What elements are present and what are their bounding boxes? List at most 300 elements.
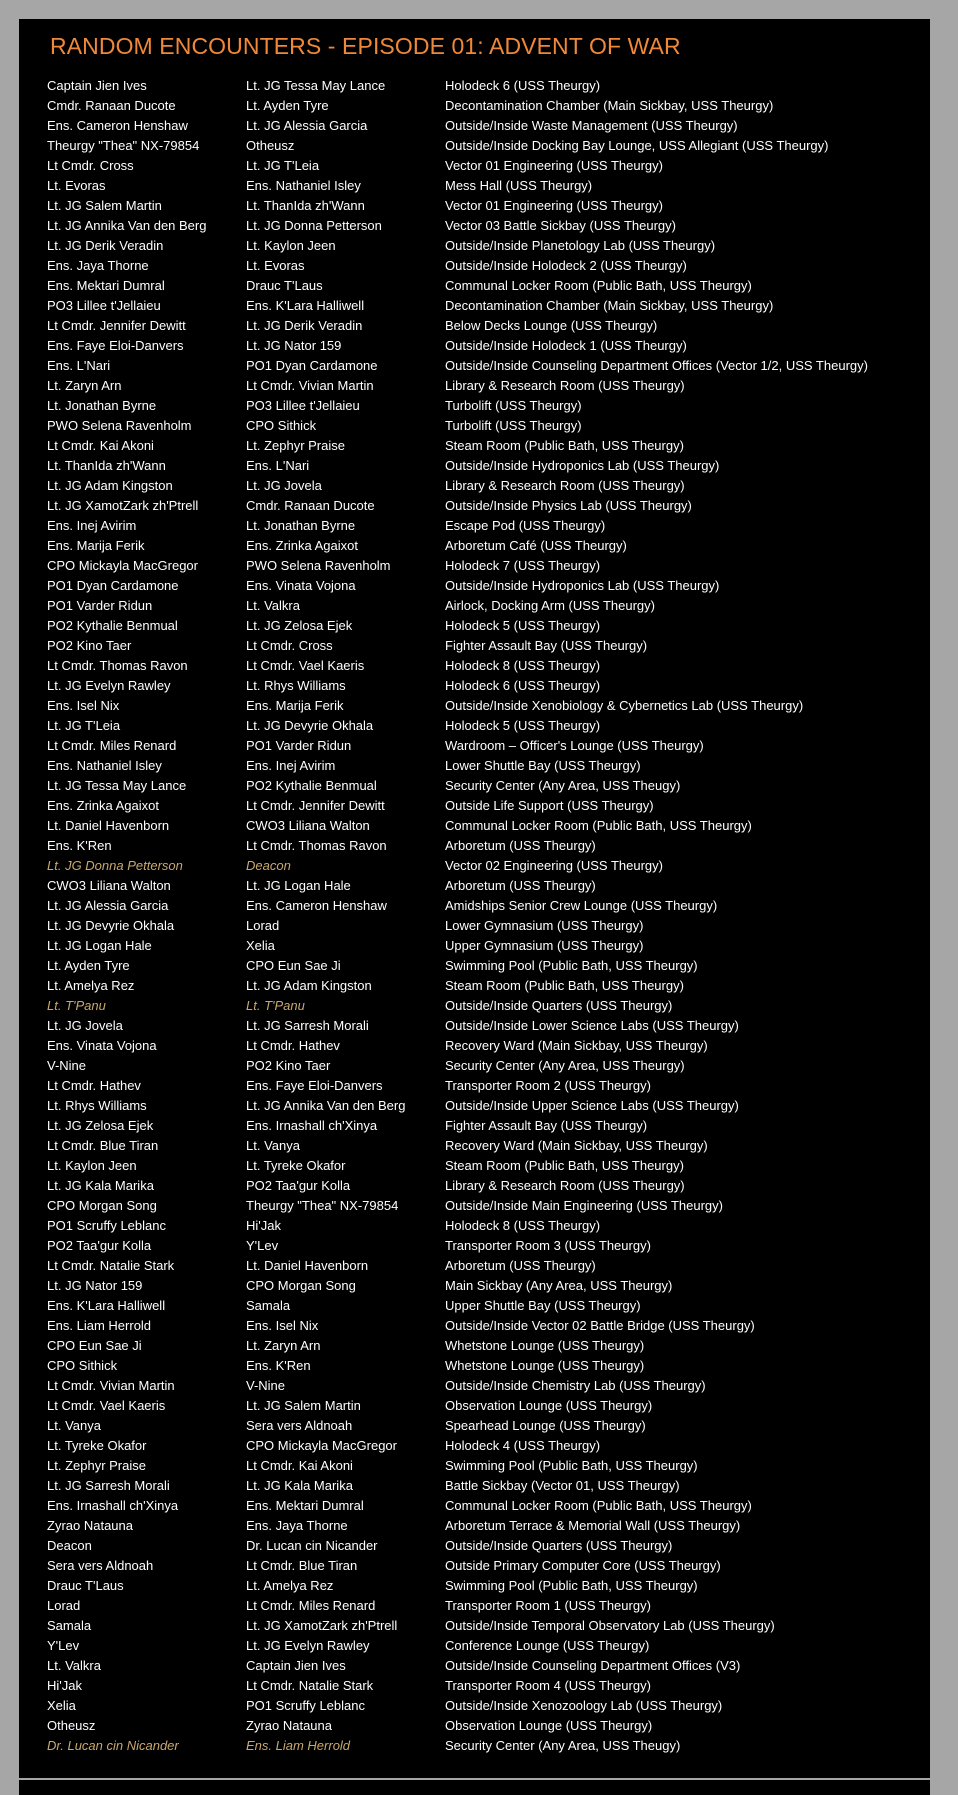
character-one-cell: Ens. L'Nari (47, 358, 111, 373)
character-two-cell: CPO Eun Sae Ji (246, 958, 341, 973)
character-one-cell: Ens. Jaya Thorne (47, 258, 149, 273)
character-one-cell: Otheusz (47, 1718, 96, 1733)
character-two-cell: Ens. Nathaniel Isley (246, 178, 361, 193)
character-one-cell: Lt. T'Panu (47, 998, 106, 1013)
location-cell: Fighter Assault Bay (USS Theurgy) (445, 1118, 648, 1133)
location-cell: Observation Lounge (USS Theurgy) (445, 1718, 653, 1733)
character-one-cell: Drauc T'Laus (47, 1578, 124, 1593)
character-one-cell: Ens. Marija Ferik (47, 538, 145, 553)
character-one-cell: Deacon (47, 1538, 92, 1553)
table-row (47, 856, 927, 876)
character-two-cell: CWO3 Liliana Walton (246, 818, 370, 833)
location-cell: Arboretum Terrace & Memorial Wall (USS Theurgy) (445, 1518, 741, 1533)
character-one-cell: Cmdr. Ranaan Ducote (47, 98, 176, 113)
character-one-cell: Captain Jien Ives (47, 78, 147, 93)
table-row (47, 1236, 927, 1256)
table-row (47, 796, 927, 816)
table-row (47, 1376, 927, 1396)
location-cell: Swimming Pool (Public Bath, USS Theurgy) (445, 1458, 698, 1473)
table-row (47, 896, 927, 916)
character-one-cell: Ens. Irnashall ch'Xinya (47, 1498, 179, 1513)
character-two-cell: PO1 Dyan Cardamone (246, 358, 378, 373)
location-cell: Outside/Inside Physics Lab (USS Theurgy) (445, 498, 692, 513)
table-row (47, 1196, 927, 1216)
location-cell: Lower Shuttle Bay (USS Theurgy) (445, 758, 641, 773)
table-row (47, 376, 927, 396)
character-two-cell: Lt. Kaylon Jeen (246, 238, 336, 253)
table-row (47, 1136, 927, 1156)
location-cell: Communal Locker Room (Public Bath, USS Theurgy) (445, 278, 752, 293)
character-one-cell: Lt. JG Devyrie Okhala (47, 918, 175, 933)
character-one-cell: Ens. Zrinka Agaixot (47, 798, 159, 813)
document-title: RANDOM ENCOUNTERS - EPISODE 01: ADVENT OF WAR (50, 33, 681, 59)
character-two-cell: PO1 Varder Ridun (246, 738, 352, 753)
character-two-cell: Lt Cmdr. Kai Akoni (246, 1458, 353, 1473)
table-row (47, 1556, 927, 1576)
character-two-cell: PO1 Scruffy Leblanc (246, 1698, 365, 1713)
table-row (47, 1576, 927, 1596)
character-two-cell: Lt. JG Evelyn Rawley (246, 1638, 370, 1653)
table-row (47, 216, 927, 236)
table-row (47, 1696, 927, 1716)
table-row (47, 1216, 927, 1236)
character-one-cell: Lt. Daniel Havenborn (47, 818, 170, 833)
character-two-cell: CPO Morgan Song (246, 1278, 356, 1293)
character-one-cell: Lt. JG Alessia Garcia (47, 898, 169, 913)
table-row (47, 676, 927, 696)
character-two-cell: Lt. JG T'Leia (246, 158, 320, 173)
table-row (47, 956, 927, 976)
table-row (47, 716, 927, 736)
location-cell: Transporter Room 3 (USS Theurgy) (445, 1238, 651, 1253)
location-cell: Decontamination Chamber (Main Sickbay, USS Theurgy) (445, 298, 774, 313)
character-two-cell: Lt. JG Sarresh Morali (246, 1018, 369, 1033)
character-two-cell: Lt Cmdr. Jennifer Dewitt (246, 798, 385, 813)
character-two-cell: Y'Lev (246, 1238, 279, 1253)
character-one-cell: Xelia (47, 1698, 76, 1713)
location-cell: Arboretum (USS Theurgy) (445, 878, 596, 893)
character-one-cell: Lt. JG Annika Van den Berg (47, 218, 207, 233)
character-one-cell: Lt Cmdr. Cross (47, 158, 134, 173)
location-cell: Recovery Ward (Main Sickbay, USS Theurgy) (445, 1038, 708, 1053)
character-one-cell: Lt. Vanya (47, 1418, 101, 1433)
location-cell: Outside/Inside Temporal Observatory Lab (USS Theurgy) (445, 1618, 775, 1633)
character-one-cell: Lt Cmdr. Natalie Stark (47, 1258, 175, 1273)
table-row (47, 576, 927, 596)
location-cell: Conference Lounge (USS Theurgy) (445, 1638, 650, 1653)
character-two-cell: PO2 Taa'gur Kolla (246, 1178, 351, 1193)
location-cell: Security Center (Any Area, USS Theugy) (445, 1738, 681, 1753)
character-two-cell: Lt. Amelya Rez (246, 1578, 334, 1593)
character-two-cell: Lorad (246, 918, 280, 933)
table-row (47, 1416, 927, 1436)
location-cell: Spearhead Lounge (USS Theurgy) (445, 1418, 646, 1433)
character-two-cell: Lt. JG Nator 159 (246, 338, 342, 353)
character-one-cell: Lt. JG Sarresh Morali (47, 1478, 170, 1493)
location-cell: Holodeck 5 (USS Theurgy) (445, 718, 601, 733)
table-row (47, 1316, 927, 1336)
character-one-cell: Dr. Lucan cin Nicander (47, 1738, 179, 1753)
location-cell: Library & Research Room (USS Theurgy) (445, 1178, 685, 1193)
character-two-cell: Lt. T'Panu (246, 998, 305, 1013)
character-two-cell: PO3 Lillee t'Jellaieu (246, 398, 360, 413)
table-row (47, 556, 927, 576)
location-cell: Holodeck 6 (USS Theurgy) (445, 678, 601, 693)
character-two-cell: Lt. JG Zelosa Ejek (246, 618, 353, 633)
location-cell: Escape Pod (USS Theurgy) (445, 518, 606, 533)
table-row (47, 1096, 927, 1116)
table-row (47, 476, 927, 496)
character-one-cell: Ens. Faye Eloi-Danvers (47, 338, 184, 353)
character-one-cell: CPO Eun Sae Ji (47, 1338, 142, 1353)
character-one-cell: Lt Cmdr. Kai Akoni (47, 438, 154, 453)
character-two-cell: PWO Selena Ravenholm (246, 558, 391, 573)
character-two-cell: Lt. JG XamotZark zh'Ptrell (246, 1618, 398, 1633)
location-cell: Outside/Inside Quarters (USS Theurgy) (445, 1538, 673, 1553)
location-cell: Outside/Inside Counseling Department Offices (V3) (445, 1658, 741, 1673)
table-row (47, 1156, 927, 1176)
location-cell: Turbolift (USS Theurgy) (445, 398, 582, 413)
location-cell: Turbolift (USS Theurgy) (445, 418, 582, 433)
table-row (47, 776, 927, 796)
character-one-cell: Lt. Zaryn Arn (47, 378, 122, 393)
table-row (47, 1516, 927, 1536)
character-one-cell: PO1 Scruffy Leblanc (47, 1218, 166, 1233)
table-row (47, 336, 927, 356)
location-cell: Arboretum Café (USS Theurgy) (445, 538, 627, 553)
character-two-cell: Lt. JG Annika Van den Berg (246, 1098, 406, 1113)
location-cell: Whetstone Lounge (USS Theurgy) (445, 1338, 645, 1353)
character-two-cell: Theurgy "Thea" NX-79854 (246, 1198, 399, 1213)
character-one-cell: Lt Cmdr. Miles Renard (47, 738, 177, 753)
table-row (47, 756, 927, 776)
character-two-cell: Sera vers Aldnoah (246, 1418, 353, 1433)
character-one-cell: Lt Cmdr. Blue Tiran (47, 1138, 159, 1153)
location-cell: Airlock, Docking Arm (USS Theurgy) (445, 598, 655, 613)
location-cell: Holodeck 6 (USS Theurgy) (445, 78, 601, 93)
character-one-cell: PO2 Taa'gur Kolla (47, 1238, 152, 1253)
character-two-cell: Lt. JG Devyrie Okhala (246, 718, 374, 733)
location-cell: Holodeck 4 (USS Theurgy) (445, 1438, 601, 1453)
location-cell: Recovery Ward (Main Sickbay, USS Theurgy) (445, 1138, 708, 1153)
location-cell: Outside/Inside Upper Science Labs (USS Theurgy) (445, 1098, 739, 1113)
character-two-cell: Dr. Lucan cin Nicander (246, 1538, 378, 1553)
character-one-cell: CPO Morgan Song (47, 1198, 157, 1213)
character-one-cell: Lt. ThanIda zh'Wann (47, 458, 166, 473)
location-cell: Holodeck 8 (USS Theurgy) (445, 658, 601, 673)
table-row (47, 236, 927, 256)
character-two-cell: Lt Cmdr. Thomas Ravon (246, 838, 387, 853)
character-one-cell: PO2 Kino Taer (47, 638, 132, 653)
character-two-cell: Lt Cmdr. Cross (246, 638, 333, 653)
location-cell: Vector 03 Battle Sickbay (USS Theurgy) (445, 218, 676, 233)
table-row (47, 1436, 927, 1456)
location-cell: Transporter Room 2 (USS Theurgy) (445, 1078, 651, 1093)
table-row (47, 916, 927, 936)
location-cell: Arboretum (USS Theurgy) (445, 838, 596, 853)
table-row (47, 416, 927, 436)
character-one-cell: Lt Cmdr. Vael Kaeris (47, 1398, 166, 1413)
table-row (47, 1496, 927, 1516)
character-two-cell: Lt Cmdr. Blue Tiran (246, 1558, 358, 1573)
character-one-cell: Ens. Liam Herrold (47, 1318, 152, 1333)
location-cell: Outside/Inside Holodeck 1 (USS Theurgy) (445, 338, 687, 353)
character-two-cell: Ens. Irnashall ch'Xinya (246, 1118, 378, 1133)
character-one-cell: PO1 Varder Ridun (47, 598, 153, 613)
character-one-cell: Lt. Zephyr Praise (47, 1458, 146, 1473)
character-one-cell: CPO Mickayla MacGregor (47, 558, 198, 573)
character-two-cell: Lt. JG Logan Hale (246, 878, 351, 893)
character-one-cell: Lt. JG Tessa May Lance (47, 778, 187, 793)
location-cell: Communal Locker Room (Public Bath, USS Theurgy) (445, 818, 752, 833)
table-row (47, 736, 927, 756)
location-cell: Swimming Pool (Public Bath, USS Theurgy) (445, 1578, 698, 1593)
character-two-cell: Lt. Jonathan Byrne (246, 518, 356, 533)
character-one-cell: Ens. Cameron Henshaw (47, 118, 188, 133)
table-row (47, 456, 927, 476)
table-row (47, 1056, 927, 1076)
character-one-cell: Lt Cmdr. Vivian Martin (47, 1378, 175, 1393)
table-row (47, 636, 927, 656)
location-cell: Outside Primary Computer Core (USS Theurgy) (445, 1558, 721, 1573)
location-cell: Whetstone Lounge (USS Theurgy) (445, 1358, 645, 1373)
table-row (47, 1356, 927, 1376)
character-one-cell: PO1 Dyan Cardamone (47, 578, 179, 593)
character-two-cell: Ens. Isel Nix (246, 1318, 319, 1333)
character-one-cell: Ens. Nathaniel Isley (47, 758, 162, 773)
character-one-cell: Lt. Kaylon Jeen (47, 1158, 137, 1173)
table-row (47, 696, 927, 716)
table-row (47, 1636, 927, 1656)
table-row (47, 1076, 927, 1096)
table-row (47, 156, 927, 176)
character-two-cell: Hi'Jak (246, 1218, 281, 1233)
character-one-cell: Lt. Jonathan Byrne (47, 398, 157, 413)
character-two-cell: Deacon (246, 858, 291, 873)
character-two-cell: Lt. Zaryn Arn (246, 1338, 321, 1353)
table-row (47, 1716, 927, 1736)
character-one-cell: Samala (47, 1618, 92, 1633)
location-cell: Outside Life Support (USS Theurgy) (445, 798, 654, 813)
character-two-cell: PO2 Kino Taer (246, 1058, 331, 1073)
character-two-cell: Ens. L'Nari (246, 458, 310, 473)
table-row (47, 656, 927, 676)
character-one-cell: Ens. K'Lara Halliwell (47, 1298, 166, 1313)
character-two-cell: Lt. Tyreke Okafor (246, 1158, 346, 1173)
location-cell: Vector 01 Engineering (USS Theurgy) (445, 198, 663, 213)
character-one-cell: Lt. JG Kala Marika (47, 1178, 154, 1193)
location-cell: Holodeck 5 (USS Theurgy) (445, 618, 601, 633)
character-two-cell: Drauc T'Laus (246, 278, 323, 293)
table-row (47, 596, 927, 616)
character-one-cell: Ens. Vinata Vojona (47, 1038, 157, 1053)
table-row (47, 1116, 927, 1136)
location-cell: Outside/Inside Xenobiology & Cybernetics Lab (USS Theurgy) (445, 698, 804, 713)
table-row (47, 116, 927, 136)
location-cell: Vector 01 Engineering (USS Theurgy) (445, 158, 663, 173)
character-two-cell: CPO Sithick (246, 418, 317, 433)
character-one-cell: Lt. JG Nator 159 (47, 1278, 143, 1293)
character-one-cell: Ens. Mektari Dumral (47, 278, 165, 293)
table-row (47, 276, 927, 296)
location-cell: Vector 02 Engineering (USS Theurgy) (445, 858, 663, 873)
table-row (47, 1016, 927, 1036)
location-cell: Library & Research Room (USS Theurgy) (445, 378, 685, 393)
character-two-cell: Ens. Inej Avirim (246, 758, 336, 773)
table-row (47, 1596, 927, 1616)
location-cell: Outside/Inside Counseling Department Offices (Vector 1/2, USS Theurgy) (445, 358, 868, 373)
character-one-cell: Lt. JG Donna Petterson (47, 858, 183, 873)
table-row (47, 1336, 927, 1356)
location-cell: Outside/Inside Chemistry Lab (USS Theurgy) (445, 1378, 706, 1393)
character-two-cell: Lt. Valkra (246, 598, 300, 613)
table-row (47, 616, 927, 636)
location-cell: Outside/Inside Hydroponics Lab (USS Theurgy) (445, 458, 720, 473)
table-row (47, 1736, 927, 1756)
character-two-cell: Lt. JG Jovela (246, 478, 322, 493)
location-cell: Security Center (Any Area, USS Theugy) (445, 778, 681, 793)
table-row (47, 96, 927, 116)
table-row (47, 996, 927, 1016)
location-cell: Steam Room (Public Bath, USS Theurgy) (445, 978, 684, 993)
character-one-cell: CPO Sithick (47, 1358, 118, 1373)
character-one-cell: Ens. K'Ren (47, 838, 112, 853)
location-cell: Amidships Senior Crew Lounge (USS Theurgy) (445, 898, 718, 913)
character-two-cell: PO2 Kythalie Benmual (246, 778, 377, 793)
character-one-cell: Zyrao Natauna (47, 1518, 133, 1533)
location-cell: Outside/Inside Hydroponics Lab (USS Theurgy) (445, 578, 720, 593)
table-row (47, 976, 927, 996)
character-one-cell: Ens. Inej Avirim (47, 518, 137, 533)
location-cell: Outside/Inside Main Engineering (USS Theurgy) (445, 1198, 723, 1213)
character-two-cell: Lt. Ayden Tyre (246, 98, 329, 113)
encounter-table (47, 76, 927, 1756)
character-one-cell: Lt Cmdr. Hathev (47, 1078, 141, 1093)
character-two-cell: Lt. JG Salem Martin (246, 1398, 361, 1413)
character-one-cell: PWO Selena Ravenholm (47, 418, 192, 433)
character-two-cell: Lt. Daniel Havenborn (246, 1258, 369, 1273)
character-one-cell: Lt Cmdr. Thomas Ravon (47, 658, 188, 673)
character-two-cell: Lt Cmdr. Natalie Stark (246, 1678, 374, 1693)
location-cell: Below Decks Lounge (USS Theurgy) (445, 318, 658, 333)
character-one-cell: Lt. Rhys Williams (47, 1098, 147, 1113)
table-row (47, 1396, 927, 1416)
character-two-cell: CPO Mickayla MacGregor (246, 1438, 397, 1453)
character-two-cell: Lt. Vanya (246, 1138, 300, 1153)
character-two-cell: Ens. Marija Ferik (246, 698, 344, 713)
location-cell: Outside/Inside Planetology Lab (USS Theurgy) (445, 238, 716, 253)
location-cell: Outside/Inside Waste Management (USS Theurgy) (445, 118, 738, 133)
location-cell: Battle Sickbay (Vector 01, USS Theurgy) (445, 1478, 680, 1493)
character-one-cell: Lorad (47, 1598, 81, 1613)
character-two-cell: Lt. JG Adam Kingston (246, 978, 372, 993)
character-two-cell: Lt. Rhys Williams (246, 678, 346, 693)
character-two-cell: Lt Cmdr. Miles Renard (246, 1598, 376, 1613)
location-cell: Communal Locker Room (Public Bath, USS Theurgy) (445, 1498, 752, 1513)
character-two-cell: Samala (246, 1298, 291, 1313)
character-one-cell: Lt. Amelya Rez (47, 978, 135, 993)
character-one-cell: Sera vers Aldnoah (47, 1558, 154, 1573)
location-cell: Arboretum (USS Theurgy) (445, 1258, 596, 1273)
character-two-cell: Lt Cmdr. Vivian Martin (246, 378, 374, 393)
character-one-cell: Lt. Evoras (47, 178, 106, 193)
table-row (47, 1616, 927, 1636)
location-cell: Steam Room (Public Bath, USS Theurgy) (445, 438, 684, 453)
character-two-cell: Lt. ThanIda zh'Wann (246, 198, 365, 213)
character-one-cell: Lt. JG Zelosa Ejek (47, 1118, 154, 1133)
character-one-cell: PO2 Kythalie Benmual (47, 618, 178, 633)
character-two-cell: Lt. JG Kala Marika (246, 1478, 353, 1493)
table-row (47, 1656, 927, 1676)
character-two-cell: Lt. JG Tessa May Lance (246, 78, 386, 93)
character-one-cell: Theurgy "Thea" NX-79854 (47, 138, 200, 153)
table-row (47, 836, 927, 856)
location-cell: Library & Research Room (USS Theurgy) (445, 478, 685, 493)
table-row (47, 176, 927, 196)
location-cell: Upper Gymnasium (USS Theurgy) (445, 938, 644, 953)
character-one-cell: Lt. JG XamotZark zh'Ptrell (47, 498, 199, 513)
character-one-cell: CWO3 Liliana Walton (47, 878, 171, 893)
character-two-cell: Lt. JG Derik Veradin (246, 318, 363, 333)
character-one-cell: PO3 Lillee t'Jellaieu (47, 298, 161, 313)
character-one-cell: Hi'Jak (47, 1678, 82, 1693)
table-row (47, 1536, 927, 1556)
character-two-cell: Captain Jien Ives (246, 1658, 346, 1673)
table-row (47, 396, 927, 416)
character-one-cell: Y'Lev (47, 1638, 80, 1653)
location-cell: Outside/Inside Xenozoology Lab (USS Theurgy) (445, 1698, 723, 1713)
character-two-cell: Lt. JG Donna Petterson (246, 218, 382, 233)
character-one-cell: Lt. JG T'Leia (47, 718, 121, 733)
location-cell: Transporter Room 4 (USS Theurgy) (445, 1678, 651, 1693)
character-one-cell: Lt. JG Jovela (47, 1018, 123, 1033)
character-two-cell: Ens. Zrinka Agaixot (246, 538, 358, 553)
character-two-cell: Lt. JG Alessia Garcia (246, 118, 368, 133)
character-two-cell: Otheusz (246, 138, 295, 153)
character-two-cell: Ens. Jaya Thorne (246, 1518, 348, 1533)
table-row (47, 1456, 927, 1476)
character-one-cell: Lt. JG Adam Kingston (47, 478, 173, 493)
table-row (47, 876, 927, 896)
table-row (47, 256, 927, 276)
character-two-cell: Ens. Faye Eloi-Danvers (246, 1078, 383, 1093)
location-cell: Outside/Inside Docking Bay Lounge, USS Allegiant (USS Theurgy) (445, 138, 829, 153)
character-one-cell: V-Nine (47, 1058, 87, 1073)
table-row (47, 196, 927, 216)
location-cell: Steam Room (Public Bath, USS Theurgy) (445, 1158, 684, 1173)
table-row (47, 1276, 927, 1296)
location-cell: Security Center (Any Area, USS Theurgy) (445, 1058, 685, 1073)
table-row (47, 136, 927, 156)
character-one-cell: Lt. JG Evelyn Rawley (47, 678, 171, 693)
location-cell: Outside/Inside Holodeck 2 (USS Theurgy) (445, 258, 687, 273)
character-two-cell: Ens. Vinata Vojona (246, 578, 356, 593)
character-one-cell: Lt Cmdr. Jennifer Dewitt (47, 318, 186, 333)
table-row (47, 76, 927, 96)
location-cell: Lower Gymnasium (USS Theurgy) (445, 918, 644, 933)
character-two-cell: Lt. Evoras (246, 258, 305, 273)
location-cell: Wardroom – Officer's Lounge (USS Theurgy) (445, 738, 704, 753)
table-row (47, 1256, 927, 1276)
table-row (47, 1676, 927, 1696)
table-row (47, 496, 927, 516)
location-cell: Upper Shuttle Bay (USS Theurgy) (445, 1298, 641, 1313)
location-cell: Outside/Inside Lower Science Labs (USS Theurgy) (445, 1018, 739, 1033)
character-two-cell: Ens. K'Ren (246, 1358, 311, 1373)
location-cell: Holodeck 7 (USS Theurgy) (445, 558, 601, 573)
character-one-cell: Lt. JG Derik Veradin (47, 238, 164, 253)
location-cell: Swimming Pool (Public Bath, USS Theurgy) (445, 958, 698, 973)
